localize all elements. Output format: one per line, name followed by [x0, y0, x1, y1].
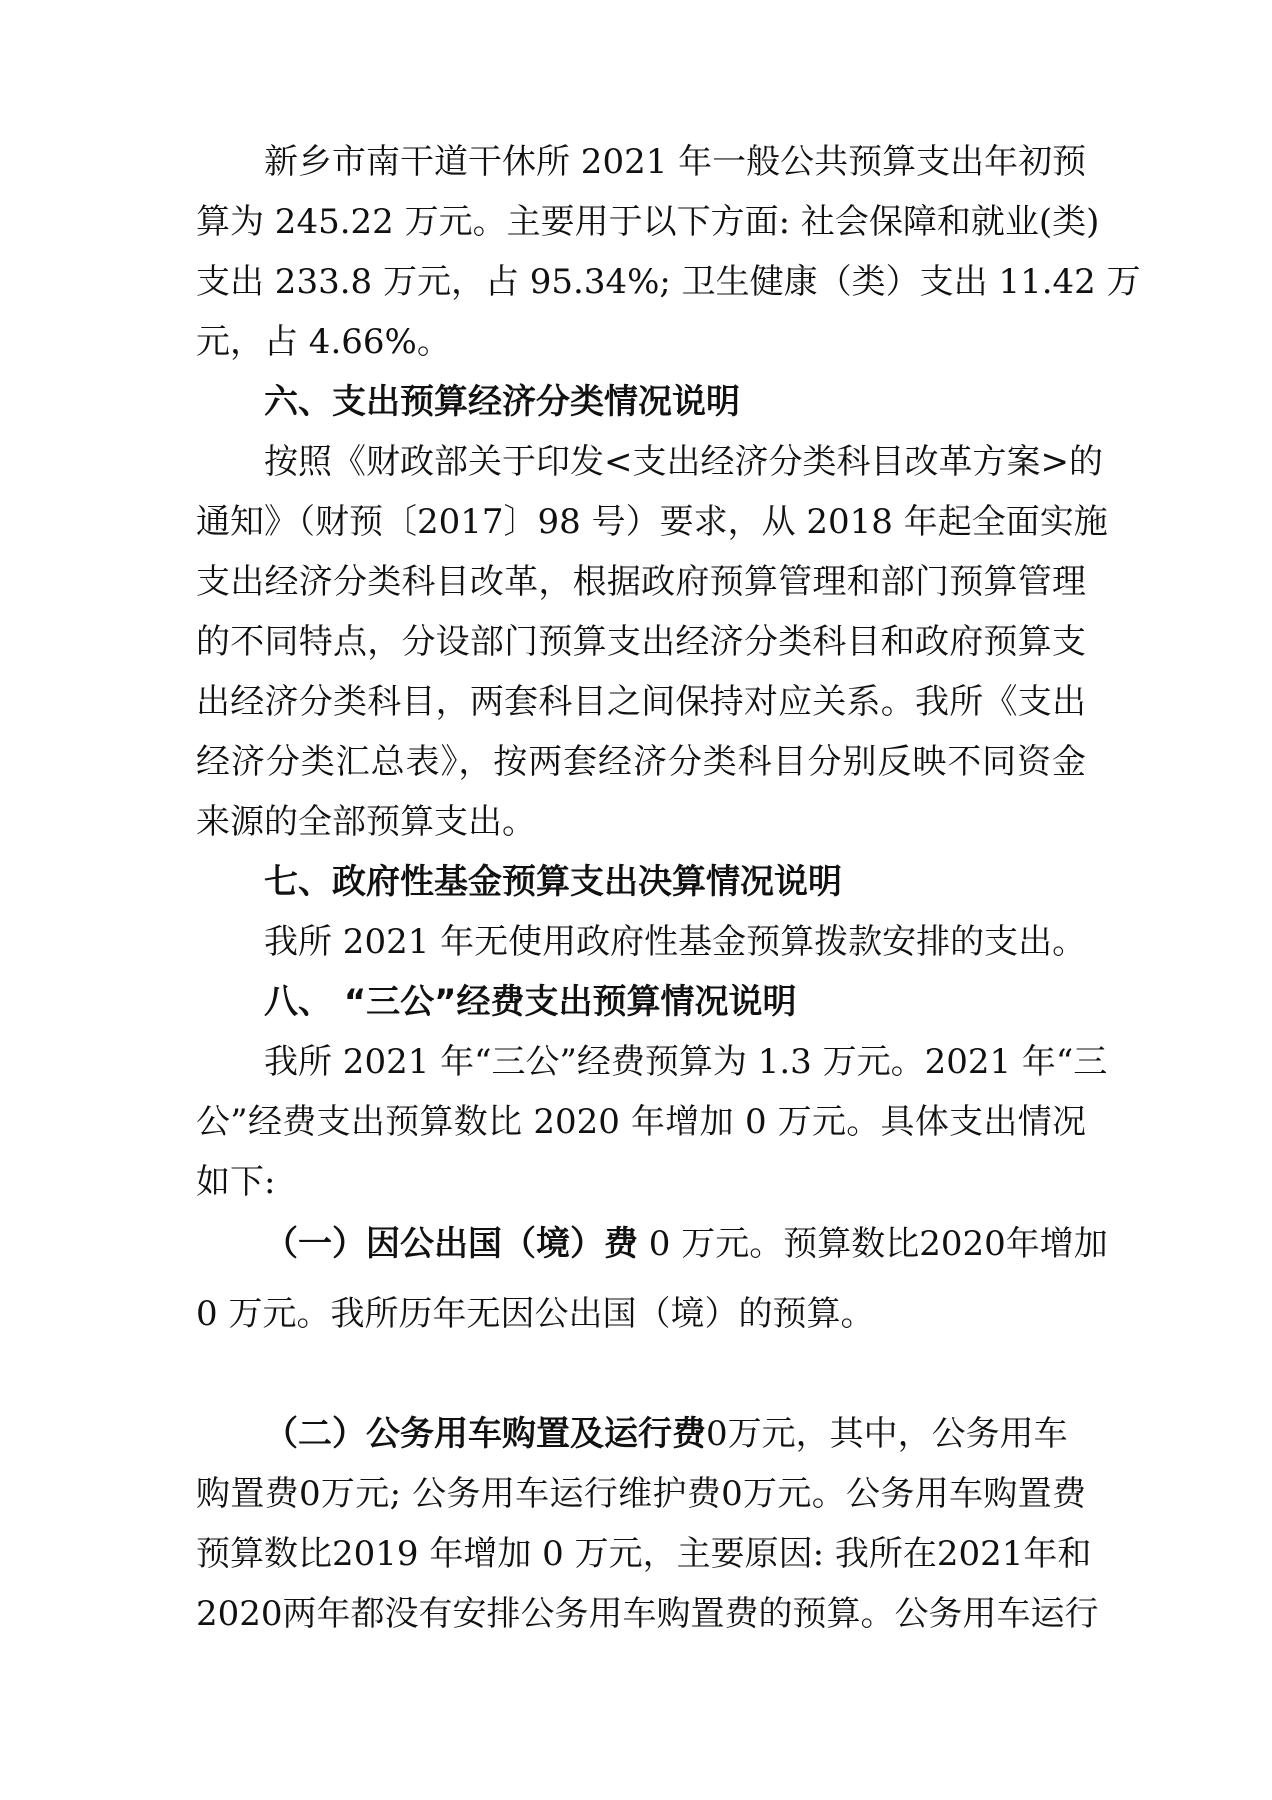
- paragraph-line: 支出经济分类科目改革，根据政府预算管理和部门预算管理: [196, 562, 1086, 602]
- paragraph-line: 算为 245.22 万元。主要用于以下方面: 社会保障和就业(类): [196, 202, 1100, 242]
- section-heading: 六、支出预算经济分类情况说明: [264, 382, 740, 422]
- paragraph-line: 出经济分类科目，两套科目之间保持对应关系。我所《支出: [196, 682, 1086, 722]
- paragraph-line: 经济分类汇总表》，按两套经济分类科目分别反映不同资金: [196, 742, 1086, 782]
- subsection-text: 0万元，其中，公务用车: [706, 1414, 1068, 1454]
- paragraph-line: 我所 2021 年“三公”经费预算为 1.3 万元。2021 年“三: [264, 1042, 1108, 1082]
- paragraph-line: 如下:: [196, 1162, 276, 1202]
- paragraph-line: 新乡市南干道干休所 2021 年一般公共预算支出年初预: [264, 142, 1087, 182]
- paragraph-line: 元，占 4.66%。: [196, 322, 451, 362]
- section-heading: 七、政府性基金预算支出决算情况说明: [264, 862, 842, 902]
- paragraph-line: 公”经费支出预算数比 2020 年增加 0 万元。具体支出情况: [196, 1102, 1086, 1142]
- paragraph-line: 预算数比2019 年增加 0 万元，主要原因: 我所在2021年和: [196, 1534, 1092, 1574]
- paragraph-line: 我所 2021 年无使用政府性基金预算拨款安排的支出。: [264, 922, 1087, 962]
- paragraph-line: 按照《财政部关于印发<支出经济分类科目改革方案>的: [264, 442, 1103, 482]
- subsection-title: （一）因公出国（境）费: [264, 1224, 638, 1264]
- paragraph-line: 来源的全部预算支出。: [196, 802, 536, 842]
- section-heading: 八、 “三公”经费支出预算情况说明: [264, 982, 797, 1022]
- paragraph-line: 支出 233.8 万元，占 95.34%; 卫生健康（类）支出 11.42 万: [196, 262, 1141, 302]
- paragraph-line: 通知》（财预〔2017〕98 号）要求，从 2018 年起全面实施: [196, 502, 1108, 542]
- paragraph-line: 2020两年都没有安排公务用车购置费的预算。公务用车运行: [196, 1594, 1099, 1634]
- paragraph-line: 购置费0万元; 公务用车运行维护费0万元。公务用车购置费: [196, 1474, 1086, 1514]
- subsection-line: [264, 1220, 1108, 1268]
- subsection-title: （二）公务用车购置及运行费: [264, 1414, 706, 1454]
- subsection-text: 0 万元。预算数比2020年增加: [638, 1224, 1108, 1264]
- paragraph-line: 的不同特点，分设部门预算支出经济分类科目和政府预算支: [196, 622, 1086, 662]
- subsection-line: [264, 1410, 1086, 1458]
- paragraph-line: 0 万元。我所历年无因公出国（境）的预算。: [196, 1294, 875, 1334]
